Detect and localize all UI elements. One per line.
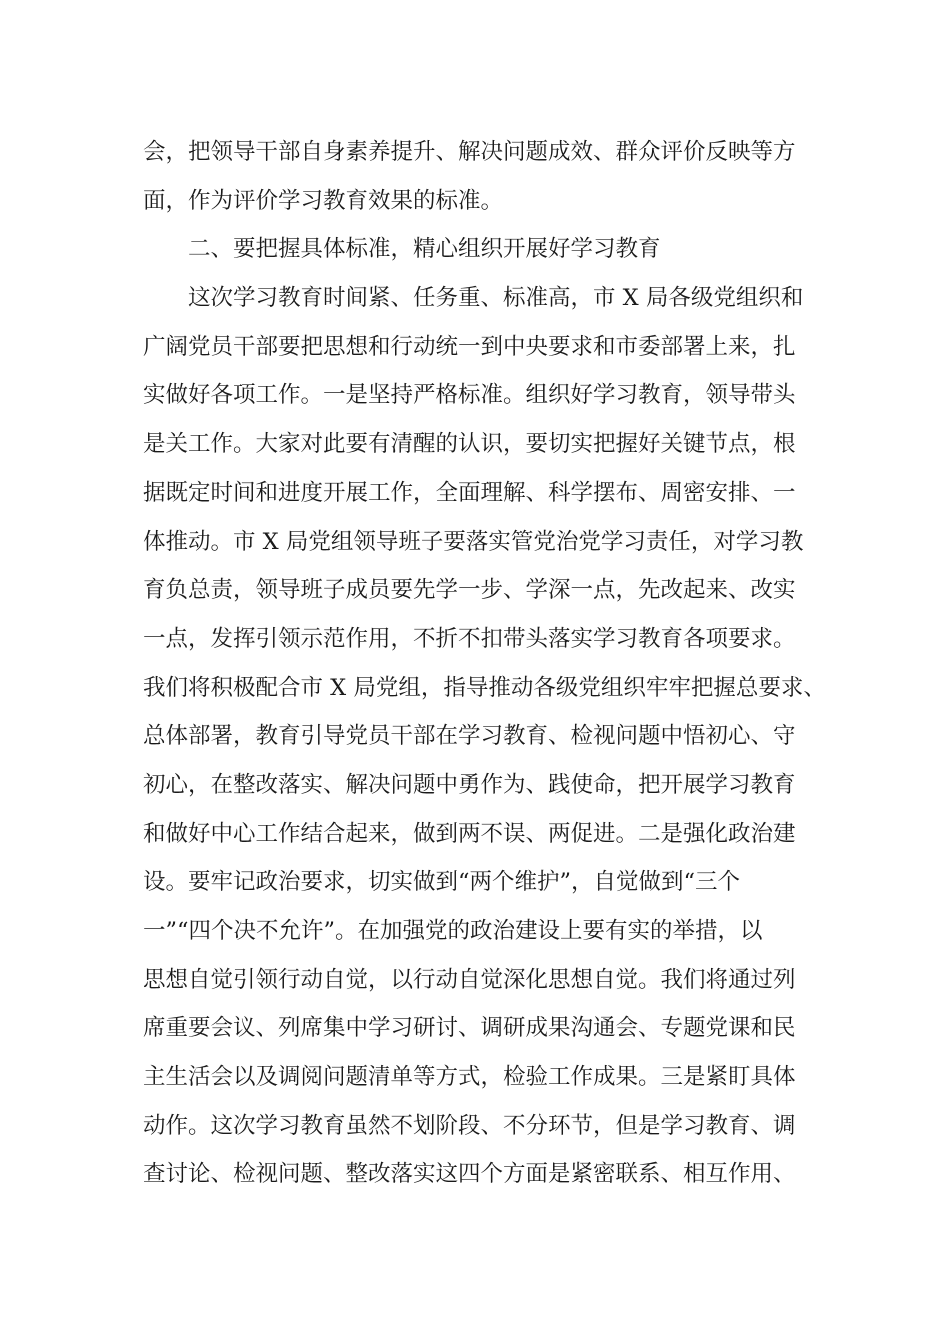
text-line: 广阔党员干部要把思想和行动统一到中央要求和市委部署上来，扎 — [143, 333, 796, 360]
text-line: 一点，发挥引领示范作用，不折不扣带头落实学习教育各项要求。 — [143, 625, 796, 652]
text-line: 会，把领导干部自身素养提升、解决问题成效、群众评价反映等方 — [143, 139, 796, 165]
section-heading: 二、要把握具体标准，精心组织开展好学习教育 — [188, 236, 661, 263]
text-line: 是关工作。大家对此要有清醒的认识，要切实把握好关键节点，根 — [143, 431, 796, 458]
text-line: 实做好各项工作。一是坚持严格标准。组织好学习教育，领导带头 — [143, 382, 796, 409]
text-line: 思想自觉引领行动自觉，以行动自觉深化思想自觉。我们将通过列 — [143, 966, 796, 993]
text-line: 初心，在整改落实、解决问题中勇作为、践使命，把开展学习教育 — [143, 771, 796, 798]
text-line: 这次学习教育时间紧、任务重、标准高，市 X 局各级党组织和 — [188, 285, 804, 312]
document-body — [143, 128, 826, 1199]
text-line: 主生活会以及调阅问题清单等方式，检验工作成果。三是紧盯具体 — [143, 1064, 796, 1091]
text-line: 总体部署，教育引导党员干部在学习教育、检视问题中悟初心、守 — [143, 723, 796, 750]
text-line: 体推动。市 X 局党组领导班子要落实管党治党学习责任，对学习教 — [143, 528, 804, 555]
text-line: 动作。这次学习教育虽然不划阶段、不分环节，但是学习教育、调 — [143, 1112, 796, 1139]
text-line: 一”“四个决不允许”。在加强党的政治建设上要有实的举措，以 — [143, 918, 763, 944]
text-line: 我们将积极配合市 X 局党组，指导推动各级党组织牢牢把握总要求、 — [143, 674, 826, 701]
text-line: 据既定时间和进度开展工作，全面理解、科学摆布、周密安排、一 — [143, 479, 796, 506]
text-line: 育负总责，领导班子成员要先学一步、学深一点，先改起来、改实 — [143, 577, 796, 604]
text-line: 设。要牢记政治要求，切实做到“两个维护”，自觉做到“三个 — [143, 869, 741, 896]
text-line: 面，作为评价学习教育效果的标准。 — [143, 187, 504, 214]
text-line: 和做好中心工作结合起来，做到两不误、两促进。二是强化政治建 — [143, 820, 796, 847]
text-line: 查讨论、检视问题、整改落实这四个方面是紧密联系、相互作用、 — [143, 1161, 796, 1188]
text-line: 席重要会议、列席集中学习研讨、调研成果沟通会、专题党课和民 — [143, 1015, 796, 1042]
